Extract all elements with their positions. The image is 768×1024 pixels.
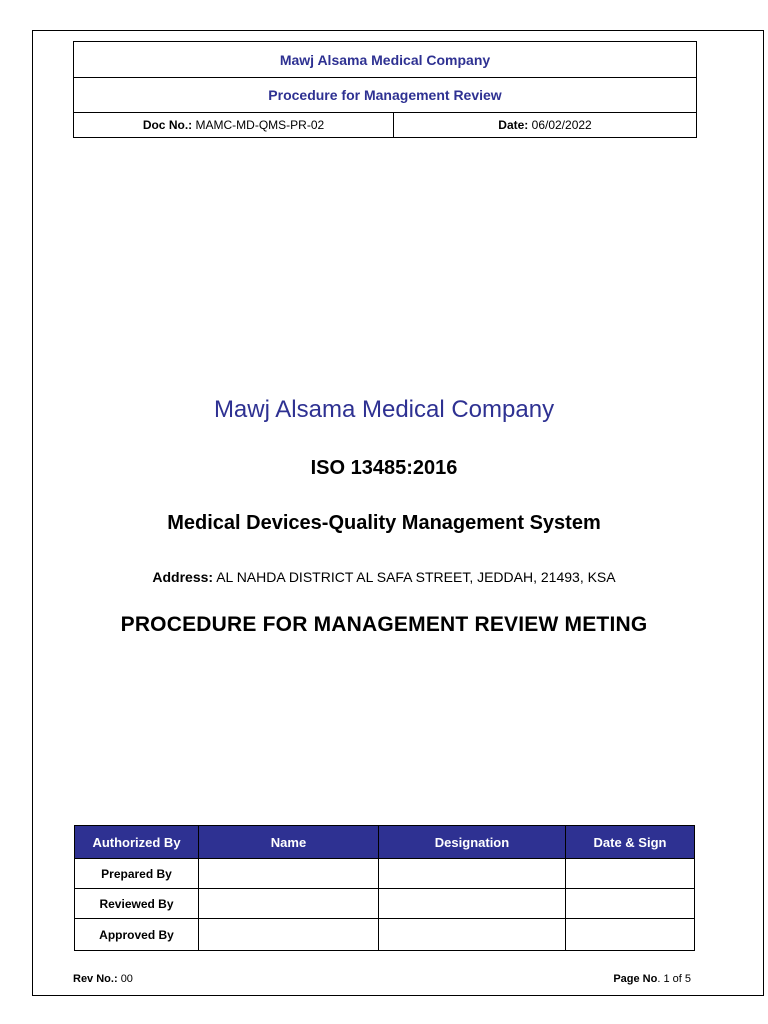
date-sign-cell xyxy=(566,919,695,951)
role-cell: Prepared By xyxy=(75,859,199,889)
role-cell: Approved By xyxy=(75,919,199,951)
col-designation: Designation xyxy=(379,826,566,859)
header-company-name: Mawj Alsama Medical Company xyxy=(74,42,697,78)
page-label: Page No xyxy=(613,973,658,985)
date-value: 06/02/2022 xyxy=(531,118,592,132)
procedure-title: PROCEDURE FOR MANAGEMENT REVIEW METING xyxy=(120,613,648,636)
address-line xyxy=(32,569,736,585)
designation-cell xyxy=(379,889,566,919)
col-name: Name xyxy=(199,826,379,859)
doc-number-value: MAMC-MD-QMS-PR-02 xyxy=(195,118,325,132)
page-number: Page No. 1 of 5 xyxy=(613,973,691,985)
date-sign-cell xyxy=(566,889,695,919)
authorization-table xyxy=(74,825,695,951)
table-row xyxy=(75,889,695,919)
date-sign-cell xyxy=(566,859,695,889)
col-authorized-by: Authorized By xyxy=(75,826,199,859)
rev-label: Rev No.: xyxy=(73,973,118,985)
system-title: Medical Devices-Quality Management System xyxy=(167,512,601,534)
rev-value: 00 xyxy=(120,973,133,985)
date-cell xyxy=(394,113,697,138)
doc-number-label: Doc No.: xyxy=(142,118,193,132)
designation-cell xyxy=(379,919,566,951)
role-cell: Reviewed By xyxy=(75,889,199,919)
table-row xyxy=(75,859,695,889)
designation-cell xyxy=(379,859,566,889)
authorization-header-row xyxy=(75,826,695,859)
name-cell xyxy=(199,889,379,919)
cover-company-name: Mawj Alsama Medical Company xyxy=(213,396,555,423)
header-procedure-title: Procedure for Management Review xyxy=(74,78,697,113)
doc-number-cell xyxy=(74,113,394,138)
iso-standard: ISO 13485:2016 xyxy=(310,457,458,479)
page-value: 1 of 5 xyxy=(663,973,691,985)
name-cell xyxy=(199,919,379,951)
table-row xyxy=(75,919,695,951)
address-label: Address: xyxy=(152,569,214,585)
document-header-table xyxy=(73,41,697,138)
revision-number xyxy=(73,973,133,985)
col-date-sign: Date & Sign xyxy=(566,826,695,859)
date-label: Date: xyxy=(498,118,529,132)
name-cell xyxy=(199,859,379,889)
address-value: AL NAHDA DISTRICT AL SAFA STREET, JEDDAH, 21493, KSA xyxy=(216,569,616,585)
